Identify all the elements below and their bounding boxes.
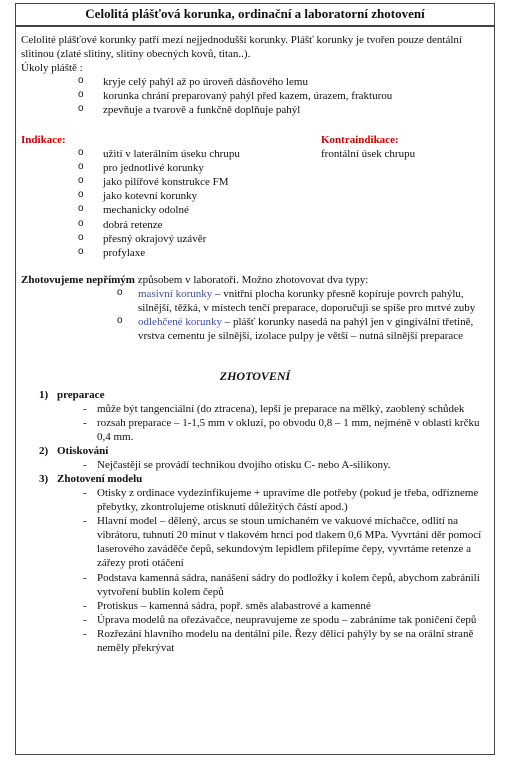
document-page bbox=[15, 3, 495, 755]
section-number: 3) bbox=[39, 473, 49, 486]
intro-paragraph: Celolité plášťové korunky patří mezi nejjednodušší korunky. Plášť korunky je tvořen pouze dentální slitinou (zlaté slitiny, slitiny obecných kovů, titan..). bbox=[21, 33, 462, 60]
list-item: o užití v laterálním úseku chrupu bbox=[21, 147, 489, 161]
list-item: o pro jednotlivé korunky bbox=[21, 161, 489, 175]
ukoly-label: Úkoly pláště : bbox=[21, 61, 83, 74]
section-heading bbox=[21, 444, 489, 458]
type-name: odlehčené korunky bbox=[138, 316, 222, 329]
list-item: o korunka chrání preparovaný pahýl před kazem, úrazem, frakturou bbox=[21, 89, 489, 103]
list-item: o dobrá retenze bbox=[21, 218, 489, 232]
crown-types-list bbox=[21, 287, 489, 343]
spacer bbox=[21, 260, 489, 273]
type-text: – plášť korunky nasedá na pahýl jen v gingivální třetině, vrstva cementu je silnější, izolace pulpy je větší – nutná silnější preparace bbox=[138, 316, 474, 343]
section-list bbox=[21, 458, 489, 472]
kontraindikace-label: Kontraindikace: bbox=[321, 134, 399, 147]
section-number: 1) bbox=[39, 388, 49, 401]
list-item: - rozsah preparace – 1-1,5 mm v okluzi, po obvodu 0,8 – 1 mm, nejméně v oblasti krčku 0,4 mm. bbox=[21, 416, 489, 444]
type-text: – vnitřní plocha korunky přesně kopíruje povrch pahýlu, silnější, těžká, v místech tenčí preparace, doporučuji se spíše pro mrtvé zuby bbox=[138, 287, 476, 314]
list-item: - Otisky z ordinace vydezinfikujeme + upravíme dle potřeby (pokud je třeba, odřízneme přebytky, zkontrolujeme otisknutí důležitých částí apod.) bbox=[21, 486, 489, 514]
section-title: preparace bbox=[57, 388, 105, 401]
section-title: Zhotovení modelu bbox=[57, 473, 143, 486]
list-item: o kryje celý pahýl až po úroveň dásňového lemu bbox=[21, 75, 489, 89]
list-item: - Podstava kamenná sádra, nanášení sádry do podložky i kolem čepů, abychom zabránili vytvoření bublin kolem čepů bbox=[21, 571, 489, 599]
section-heading bbox=[21, 472, 489, 486]
section-title: Otiskování bbox=[57, 444, 109, 457]
list-item: o profylaxe bbox=[21, 246, 489, 260]
section-heading bbox=[21, 388, 489, 402]
list-item: - Rozřezání hlavního modelu na dentální pile. Řezy dělící pahýly by se na orální straně neměly překrývat bbox=[21, 627, 489, 655]
list-item: o zpevňuje a tvarově a funkčně doplňuje pahýl bbox=[21, 103, 489, 117]
type-name: masivní korunky bbox=[138, 287, 213, 300]
zhotovujeme-rest: způsobem v laboratoři. Možno zhotovovat dva typy: bbox=[134, 273, 369, 286]
section-number: 2) bbox=[39, 444, 49, 457]
contraindications-column bbox=[321, 133, 491, 161]
list-item: o jako kotevní korunky bbox=[21, 189, 489, 203]
list-item: o mechanicky odolné bbox=[21, 203, 489, 217]
spacer bbox=[21, 343, 489, 369]
ukoly-list bbox=[21, 75, 489, 117]
spacer bbox=[21, 117, 489, 133]
list-item: - Hlavní model – dělený, arcus se stoun umíchaném ve vakuové míchačce, odlití na vibrátoru, tuhnutí 20 minut v tlakovém hrnci pod tlakem 0,6 MPa. Vyvrtání děr pomocí laserového zaváděče čepů, sekundovým lepidlem přilepíme čepy, vyvrtáme retenze a zářezy proti otáčení bbox=[21, 514, 489, 570]
zhotoveni-heading: ZHOTOVENÍ bbox=[219, 369, 291, 384]
kontraindikace-text: frontální úsek chrupu bbox=[321, 148, 416, 161]
section-list bbox=[21, 402, 489, 444]
zhotovujeme-bold: Zhotovujeme bbox=[21, 273, 84, 286]
indikace-label: Indikace: bbox=[21, 134, 66, 147]
list-item: - Nejčastěji se provádí technikou dvojího otisku C- nebo A-silikony. bbox=[21, 458, 489, 472]
list-item: - Protiskus – kamenná sádra, popř. směs alabastrové a kamenné bbox=[21, 599, 489, 613]
section-list bbox=[21, 486, 489, 655]
list-item bbox=[21, 315, 489, 343]
list-item: o jako pilířové konstrukce FM bbox=[21, 175, 489, 189]
list-item: - může být tangenciální (do ztracena), lepší je preparace na mělký, zaoblený schůdek bbox=[21, 402, 489, 416]
zhotovujeme-paragraph bbox=[21, 273, 489, 287]
indikace-list bbox=[21, 147, 489, 260]
list-item: o přesný okrajový uzávěr bbox=[21, 232, 489, 246]
page-title: Celolitá plášťová korunka, ordinační a laboratorní zhotovení bbox=[16, 4, 494, 27]
list-item: - Úprava modelů na ořezávačce, neupravujeme ze spodu – zabráníme tak poničení čepů bbox=[21, 613, 489, 627]
indications-block bbox=[21, 133, 489, 260]
neprimym-bold: nepřímým bbox=[86, 273, 135, 286]
document-body bbox=[16, 33, 494, 655]
list-item bbox=[21, 287, 489, 315]
